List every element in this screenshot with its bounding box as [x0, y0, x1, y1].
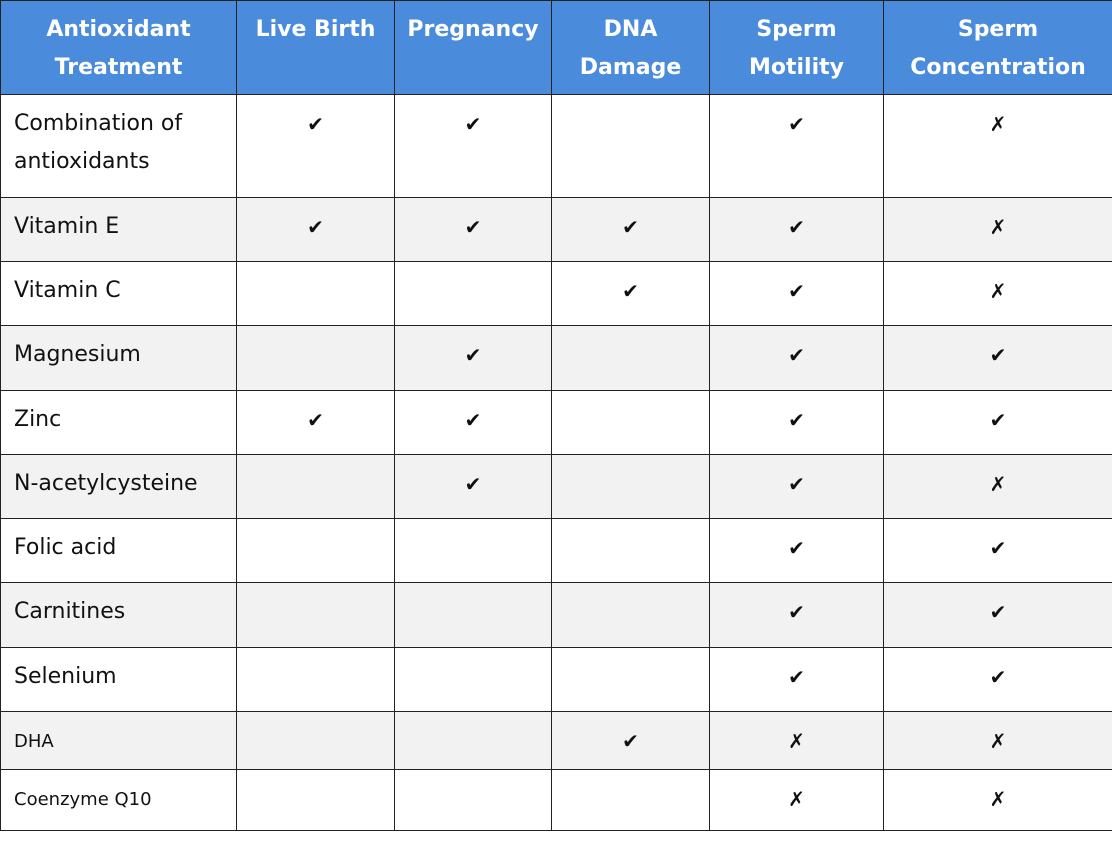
dna-damage-cell [552, 648, 710, 712]
table-row [1, 326, 1112, 391]
table-row [1, 648, 1112, 712]
sperm-concentration-cell: ✔ [884, 391, 1112, 455]
dna-damage-cell [552, 455, 710, 519]
table-row [1, 455, 1112, 519]
pregnancy-cell [395, 648, 552, 712]
sperm-motility-cell: ✔ [710, 262, 884, 326]
treatment-name: Carnitines [1, 583, 237, 648]
table-row [1, 712, 1112, 770]
treatment-name: Coenzyme Q10 [1, 770, 237, 831]
live-birth-cell [237, 648, 395, 712]
dna-damage-cell [552, 519, 710, 583]
live-birth-cell: ✔ [237, 198, 395, 262]
table-row [1, 262, 1112, 326]
sperm-motility-cell: ✔ [710, 198, 884, 262]
sperm-motility-cell: ✔ [710, 455, 884, 519]
table-row [1, 198, 1112, 262]
treatment-name: Combination of antioxidants [1, 95, 237, 198]
treatment-name: Magnesium [1, 326, 237, 391]
sperm-motility-cell: ✔ [710, 391, 884, 455]
dna-damage-cell [552, 583, 710, 648]
sperm-concentration-cell: ✗ [884, 455, 1112, 519]
pregnancy-cell: ✔ [395, 391, 552, 455]
sperm-concentration-cell: ✔ [884, 326, 1112, 391]
dna-damage-cell [552, 770, 710, 831]
sperm-concentration-cell: ✗ [884, 198, 1112, 262]
header-dna-damage: DNA Damage [552, 1, 710, 95]
sperm-motility-cell: ✗ [710, 770, 884, 831]
header-sperm-motility: Sperm Motility [710, 1, 884, 95]
live-birth-cell: ✔ [237, 391, 395, 455]
live-birth-cell [237, 583, 395, 648]
header-live-birth: Live Birth [237, 1, 395, 95]
header-row [1, 1, 1112, 95]
dna-damage-cell: ✔ [552, 262, 710, 326]
dna-damage-cell: ✔ [552, 712, 710, 770]
sperm-motility-cell: ✔ [710, 326, 884, 391]
live-birth-cell [237, 326, 395, 391]
sperm-motility-cell: ✔ [710, 648, 884, 712]
sperm-concentration-cell: ✗ [884, 712, 1112, 770]
table-row [1, 519, 1112, 583]
header-pregnancy: Pregnancy [395, 1, 552, 95]
pregnancy-cell: ✔ [395, 198, 552, 262]
pregnancy-cell [395, 519, 552, 583]
treatment-name: Zinc [1, 391, 237, 455]
live-birth-cell [237, 770, 395, 831]
sperm-concentration-cell: ✗ [884, 95, 1112, 198]
dna-damage-cell [552, 391, 710, 455]
pregnancy-cell [395, 712, 552, 770]
treatment-name: Folic acid [1, 519, 237, 583]
header-sperm-concentration: Sperm Concentration [884, 1, 1112, 95]
live-birth-cell [237, 519, 395, 583]
pregnancy-cell [395, 262, 552, 326]
treatment-name: N-acetylcysteine [1, 455, 237, 519]
table-row [1, 95, 1112, 198]
treatment-name: Selenium [1, 648, 237, 712]
pregnancy-cell: ✔ [395, 95, 552, 198]
pregnancy-cell [395, 583, 552, 648]
pregnancy-cell [395, 770, 552, 831]
sperm-concentration-cell: ✗ [884, 770, 1112, 831]
sperm-concentration-cell: ✔ [884, 583, 1112, 648]
sperm-motility-cell: ✔ [710, 95, 884, 198]
table-row [1, 583, 1112, 648]
table-body [1, 95, 1112, 831]
treatment-name: Vitamin C [1, 262, 237, 326]
sperm-concentration-cell: ✔ [884, 648, 1112, 712]
sperm-concentration-cell: ✔ [884, 519, 1112, 583]
dna-damage-cell [552, 326, 710, 391]
table-row [1, 391, 1112, 455]
pregnancy-cell: ✔ [395, 455, 552, 519]
sperm-motility-cell: ✔ [710, 519, 884, 583]
dna-damage-cell [552, 95, 710, 198]
header-antioxidant-treatment: Antioxidant Treatment [1, 1, 237, 95]
table-row [1, 770, 1112, 831]
pregnancy-cell: ✔ [395, 326, 552, 391]
sperm-motility-cell: ✔ [710, 583, 884, 648]
treatment-name: Vitamin E [1, 198, 237, 262]
dna-damage-cell: ✔ [552, 198, 710, 262]
live-birth-cell: ✔ [237, 95, 395, 198]
live-birth-cell [237, 455, 395, 519]
sperm-motility-cell: ✗ [710, 712, 884, 770]
treatment-name: DHA [1, 712, 237, 770]
live-birth-cell [237, 262, 395, 326]
sperm-concentration-cell: ✗ [884, 262, 1112, 326]
live-birth-cell [237, 712, 395, 770]
table-header [1, 1, 1112, 95]
